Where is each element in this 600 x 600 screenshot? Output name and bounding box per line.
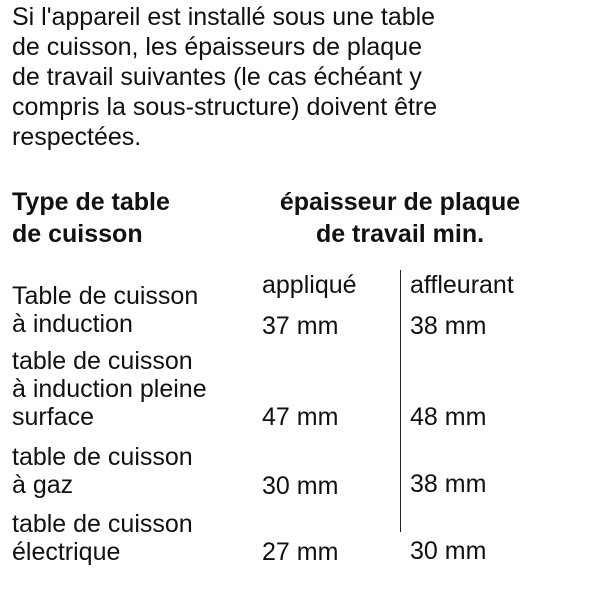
row-label-line: table de cuisson	[12, 443, 193, 471]
row-label-full-surface-induction	[12, 347, 207, 431]
row-label-line: table de cuisson	[12, 347, 193, 375]
value-flush: 38 mm	[410, 470, 487, 498]
value-applied: 37 mm	[262, 312, 339, 340]
column-header-type-line: Type de table	[12, 188, 170, 216]
column-header-thickness	[255, 186, 545, 250]
row-label-line: à gaz	[12, 471, 74, 499]
column-divider	[400, 270, 401, 532]
intro-line: respectées.	[12, 123, 142, 151]
value-applied: 27 mm	[262, 538, 339, 566]
value-flush: 48 mm	[410, 403, 487, 431]
row-label-line: à induction	[12, 310, 133, 338]
row-label-line: table de cuisson	[12, 510, 193, 538]
value-flush: 30 mm	[410, 537, 487, 565]
value-flush: 38 mm	[410, 312, 487, 340]
row-label-line: surface	[12, 403, 94, 431]
intro-line: compris la sous-structure) doivent être	[12, 93, 438, 121]
subheader-flush: affleurant	[410, 271, 514, 299]
intro-line: de cuisson, les épaisseurs de plaque	[12, 33, 422, 61]
row-label-gas	[12, 443, 193, 499]
row-label-line: Table de cuisson	[12, 282, 199, 310]
intro-line: de travail suivantes (le cas échéant y	[12, 63, 422, 91]
subheader-applied: appliqué	[262, 271, 357, 299]
column-header-type	[12, 186, 170, 250]
column-header-thickness-line: de travail min.	[315, 220, 485, 248]
intro-paragraph	[12, 2, 592, 152]
column-header-type-line: de cuisson	[12, 220, 143, 248]
row-label-line: électrique	[12, 538, 121, 566]
row-label-line: à induction pleine	[12, 375, 207, 403]
column-header-thickness-line: épaisseur de plaque	[279, 188, 521, 216]
row-label-induction	[12, 282, 198, 338]
value-applied: 47 mm	[262, 403, 339, 431]
intro-line: Si l'appareil est installé sous une table	[12, 3, 436, 31]
row-label-electric	[12, 510, 193, 566]
value-applied: 30 mm	[262, 472, 339, 500]
